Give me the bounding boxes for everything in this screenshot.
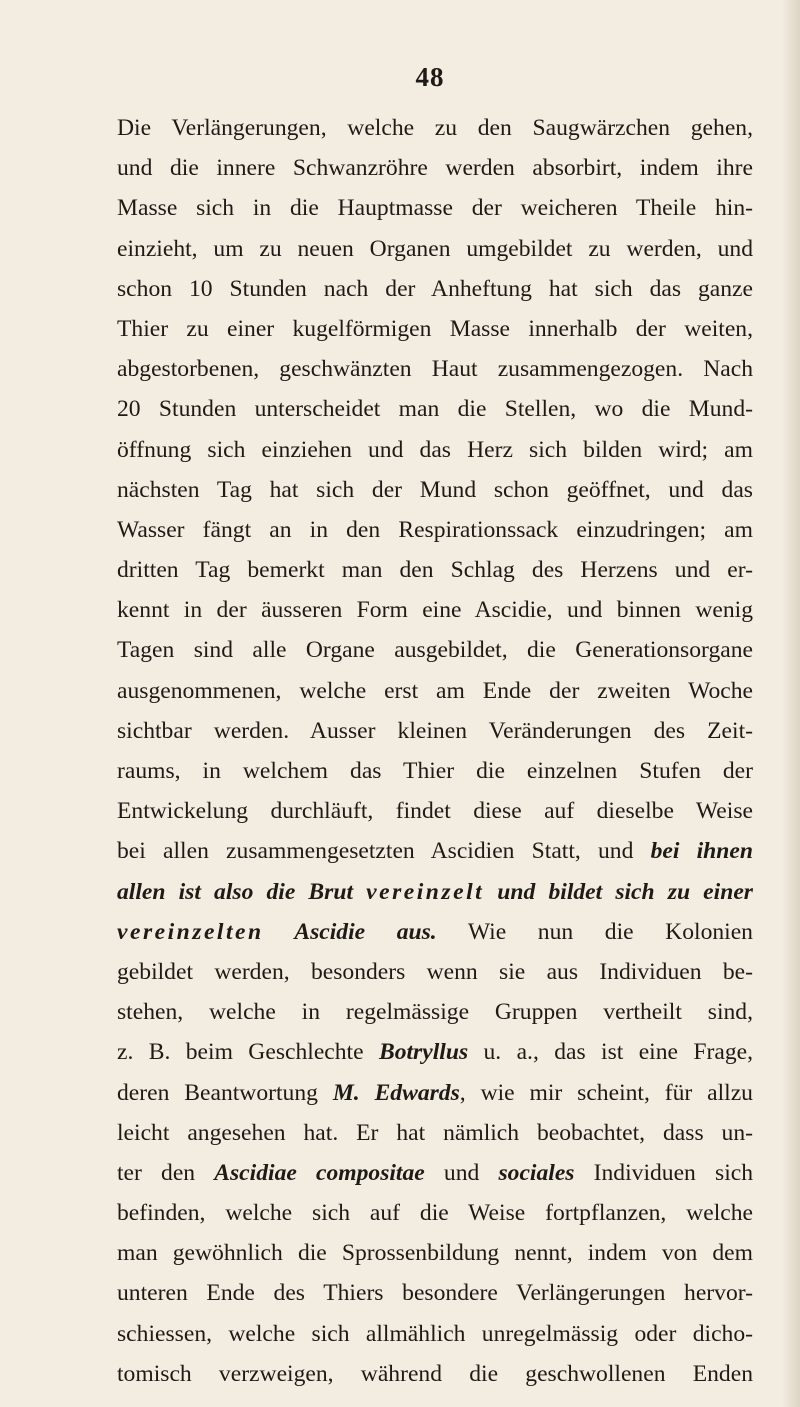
text-line: 20 Stunden unterscheidet man die Stellen, wo die Mund- xyxy=(117,396,753,423)
text-line: bei allen zusammengesetzten Ascidien Statt, und bei ihnen xyxy=(117,838,753,865)
spaced-emphasis-text: vereinzelt xyxy=(366,878,485,905)
spaced-emphasis-text: vereinzelten xyxy=(117,918,264,945)
emphasis-text: Ascidie aus. xyxy=(263,918,437,945)
text-line: man gewöhnlich die Sprossenbildung nennt, indem von dem xyxy=(117,1240,753,1267)
text-line: raums, in welchem das Thier die einzelnen Stufen der xyxy=(117,758,753,784)
text-line: z. B. beim Geschlechte Botryllus u. a., das ist eine Frage, xyxy=(117,1039,754,1066)
text-line: leicht angesehen hat. Er hat nämlich beobachtet, dass un- xyxy=(117,1119,753,1146)
emphasis-text: und bildet sich zu einer xyxy=(484,878,753,905)
text-line: unteren Ende des Thiers besondere Verlängerungen hervor- xyxy=(117,1280,753,1307)
text-line: öffnung sich einziehen und das Herz sich bilden wird; am xyxy=(117,436,753,463)
emphasis-text: Ascidiae compositae xyxy=(214,1159,425,1186)
emphasis-text: Botryllus xyxy=(378,1039,469,1066)
text-line: ter den Ascidiae compositae und sociales Individuen sich xyxy=(117,1159,754,1186)
text-line: Masse sich in die Hauptmasse der weicheren Theile hin- xyxy=(117,195,753,222)
text-line: stehen, welche in regelmässige Gruppen vertheilt sind, xyxy=(117,999,753,1026)
page-number: 48 xyxy=(415,62,445,92)
text-line: befinden, welche sich auf die Weise fortpflanzen, welche xyxy=(117,1200,753,1227)
text-line: Entwickelung durchläuft, findet diese auf dieselbe Weise xyxy=(117,798,753,825)
page-edge-shadow xyxy=(782,0,800,1407)
text-line: Die Verlängerungen, welche zu den Saugwärzchen gehen, xyxy=(117,115,753,141)
text-line: Thier zu einer kugelförmigen Masse innerhalb der weiten, xyxy=(117,315,753,342)
text-line: abgestorbenen, geschwänzten Haut zusammengezogen. Nach xyxy=(117,356,753,383)
text-line: vereinzelten Ascidie aus. Wie nun die Kolonien xyxy=(117,918,753,945)
text-line: sichtbar werden. Ausser kleinen Veränderungen des Zeit- xyxy=(117,717,753,744)
text-line: tomisch verzweigen, während die geschwollenen Enden xyxy=(117,1360,753,1387)
text-line: ausgenommenen, welche erst am Ende der zweiten Woche xyxy=(117,677,753,704)
text-line: Wasser fängt an in den Respirationssack einzudringen; am xyxy=(117,516,753,543)
emphasis-text: bei ihnen xyxy=(650,838,753,865)
text-line: und die innere Schwanzröhre werden absorbirt, indem ihre xyxy=(117,155,753,182)
text-line: schon 10 Stunden nach der Anheftung hat sich das ganze xyxy=(117,275,753,302)
text-line: kennt in der äusseren Form eine Ascidie, und binnen wenig xyxy=(117,597,753,624)
text-line: einzieht, um zu neuen Organen umgebildet zu werden, und xyxy=(117,235,753,262)
text-line: schiessen, welche sich allmählich unregelmässig oder dicho- xyxy=(117,1320,753,1347)
text-line: nächsten Tag hat sich der Mund schon geöffnet, und das xyxy=(117,476,753,503)
emphasis-text: sociales xyxy=(498,1159,575,1186)
text-line: deren Beantwortung M. Edwards, wie mir scheint, für allzu xyxy=(117,1079,753,1106)
body-text xyxy=(117,108,753,1394)
text-line: gebildet werden, besonders wenn sie aus Individuen be- xyxy=(117,958,753,985)
emphasis-text: M. Edwards xyxy=(332,1079,460,1106)
emphasis-text: allen ist also die Brut xyxy=(117,878,367,905)
text-line: Tagen sind alle Organe ausgebildet, die Generationsorgane xyxy=(117,637,753,664)
text-line: dritten Tag bemerkt man den Schlag des Herzens und er- xyxy=(117,557,753,584)
text-line xyxy=(117,872,753,912)
